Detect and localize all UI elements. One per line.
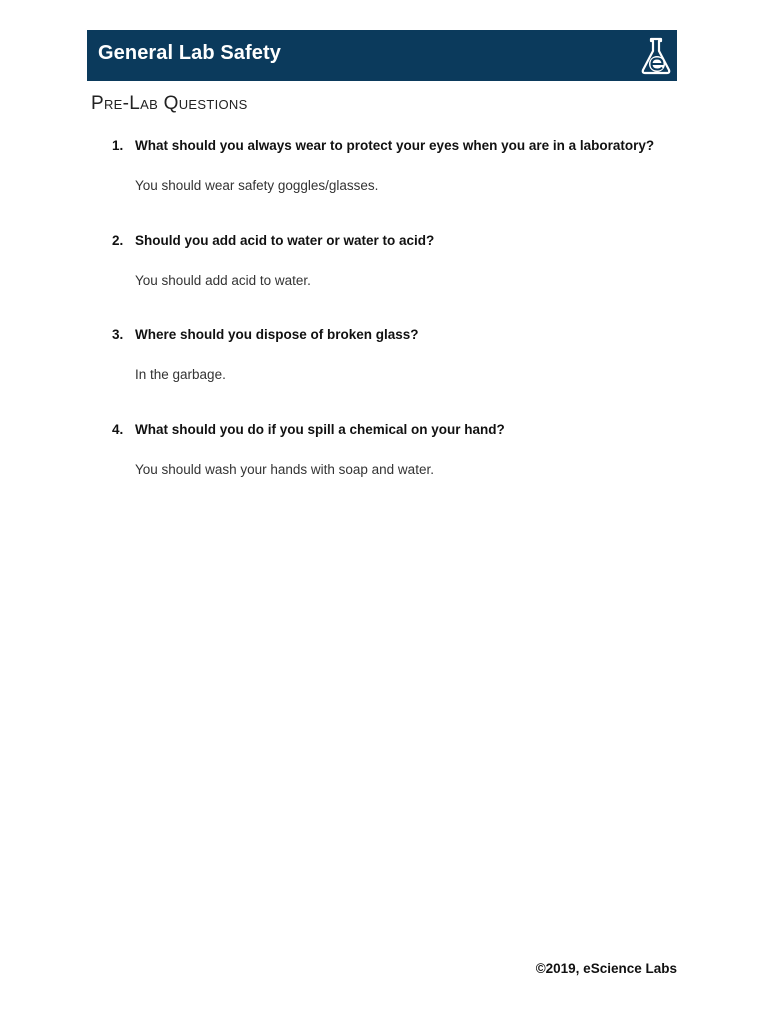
question-text: Should you add acid to water or water to acid? bbox=[135, 233, 435, 248]
section-heading: Pre-Lab Questions bbox=[91, 93, 248, 114]
question-text: What should you always wear to protect your eyes when you are in a laboratory? bbox=[135, 138, 655, 153]
answer-text: You should add acid to water. bbox=[135, 273, 311, 288]
question-item bbox=[112, 137, 682, 193]
question-number: 4. bbox=[112, 422, 124, 437]
document-title: General Lab Safety bbox=[98, 42, 281, 64]
question-text: What should you do if you spill a chemical on your hand? bbox=[135, 422, 505, 437]
question-item bbox=[112, 326, 682, 382]
question-item bbox=[112, 421, 682, 477]
question-number: 1. bbox=[112, 138, 124, 153]
question bbox=[112, 326, 682, 344]
header-banner bbox=[87, 30, 677, 81]
answer-text: You should wear safety goggles/glasses. bbox=[135, 178, 379, 193]
question bbox=[112, 232, 682, 250]
question-number: 2. bbox=[112, 233, 124, 248]
question bbox=[112, 421, 682, 439]
answer-text: In the garbage. bbox=[135, 367, 226, 382]
question-item bbox=[112, 232, 682, 288]
escience-flask-logo-icon bbox=[638, 36, 674, 76]
question-text: Where should you dispose of broken glass? bbox=[135, 327, 419, 342]
question bbox=[112, 137, 682, 155]
answer-text: You should wash your hands with soap and water. bbox=[135, 462, 434, 477]
copyright-footer: ©2019, eScience Labs bbox=[535, 961, 677, 976]
question-number: 3. bbox=[112, 327, 124, 342]
